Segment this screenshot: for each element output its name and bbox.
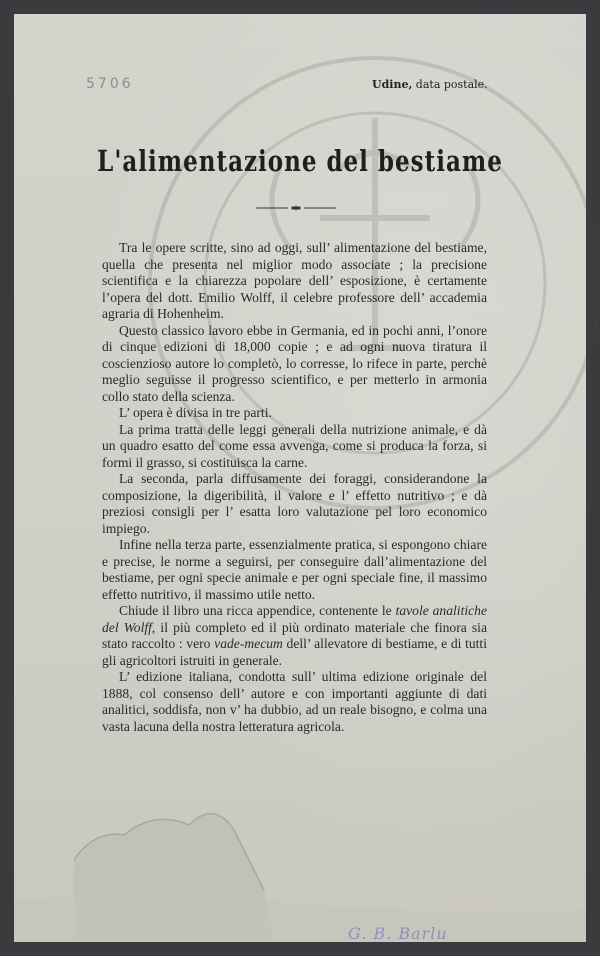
paragraph-4: La prima tratta delle leggi generali della nutrizione animale, e dà un quadro esatto del come essa avvenga, come si produca la forza, si formi il grasso, si costituisca la carne.	[102, 421, 487, 470]
archive-number: 5706	[86, 76, 134, 92]
paragraph-8: L’ edizione italiana, condotta sull’ ultima edizione originale del 1888, col consenso dell’ autore e con importanti aggiunte di dati analitici, soddisfa, non v’ ha dubbio, ad un reale bisogno, e colma una vasta lacuna della nostra letteratura agricola.	[102, 669, 487, 734]
paragraph-7-mid: , il più completo ed il più ordinato materiale che finora sia stato raccolto : vero	[102, 619, 487, 651]
place-date-line	[372, 78, 488, 91]
paragraph-2: Questo classico lavoro ebbe in Germania, ed in pochi anni, l’onore di cinque edizioni di 18,000 copie ; e ad ogni nuova tiratura il coscienzioso autore lo completò, lo corresse, lo rifece in parte, perchè meglio seguisse il progresso scientifico, e per metterlo in armonia collo stato della scienza.	[102, 322, 487, 404]
body-text	[102, 240, 487, 735]
title-ornament	[256, 203, 336, 213]
postmark-date: data postale.	[415, 78, 488, 91]
paragraph-3: L’ opera è divisa in tre parti.	[119, 405, 272, 420]
page-title: L'alimentazione del bestiame	[97, 144, 503, 179]
paragraph-7-post: dell’ allevatore di bestiame, e di tutti gli agricoltori istruiti in generale.	[102, 636, 487, 668]
torn-paper-area	[14, 770, 586, 942]
paragraph-6: Infine nella terza parte, essenzialmente pratica, si espongono chiare e precise, le norme a seguirsi, per conseguire dall’alimentazione del bestiame, per ogni specie animale e per ogni speciale fine, il massimo effetto nutritivo, il massimo utile netto.	[102, 537, 487, 602]
paragraph-7-italic-2: vade-mecum	[214, 636, 283, 651]
place-name: Udine,	[372, 78, 413, 91]
paragraph-5: La seconda, parla diffusamente dei foraggi, considerandone la composizione, la digeribilità, il valore e l’ effetto nutritivo ; e dà preziosi consigli per l’ esatta loro valutazione pel loro economico impiego.	[102, 471, 487, 536]
paragraph-7-pre: Chiude il libro una ricca appendice, contenente le	[119, 603, 396, 618]
handwritten-signature: G. B. Barlu	[348, 924, 448, 943]
paragraph-7	[102, 603, 487, 669]
paragraph-7-italic-1: tavole analitiche del Wolff	[102, 603, 487, 635]
paragraph-1: Tra le opere scritte, sino ad oggi, sull’ alimentazione del bestiame, quella che presenta nel miglior modo associate ; la precisione scientifica e la chiarezza popolare dell’ esposizione, è certamente l’opera del dott. Emilio Wolff, il celebre professore dell’ accademia agraria di Hohenheim.	[102, 240, 487, 321]
